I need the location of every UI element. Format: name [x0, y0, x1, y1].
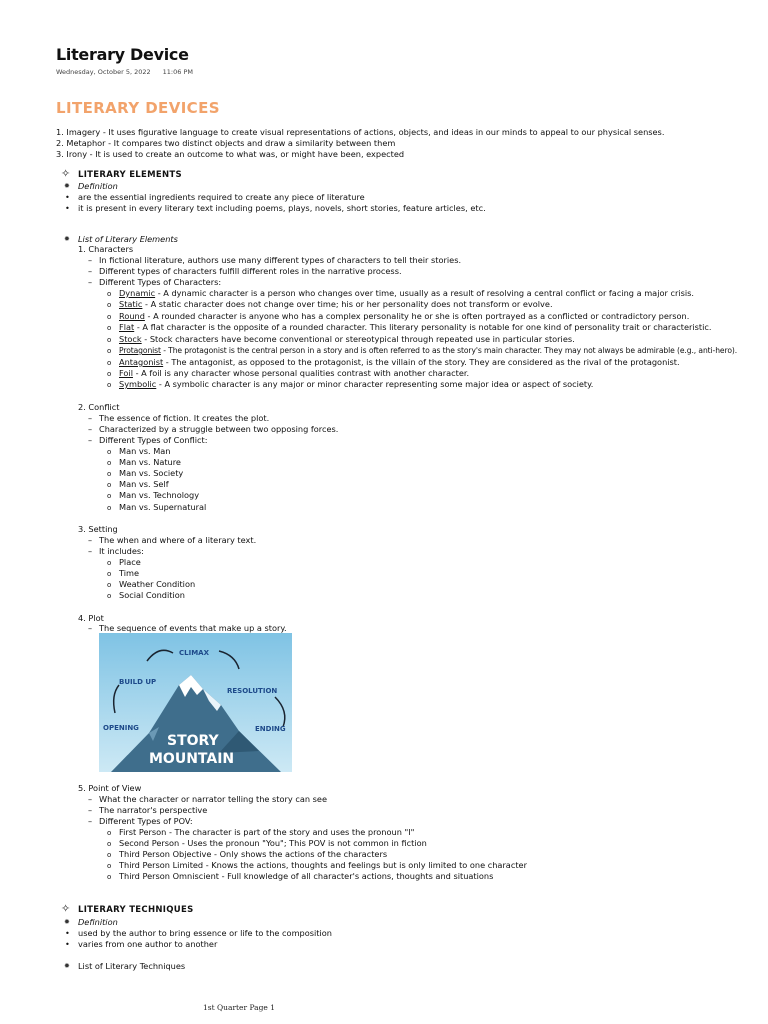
pov-type: Third Person Limited - Knows the actions, thoughts and feelings but is only limited to one character	[119, 860, 527, 870]
conflict-dash-2: Characterized by a struggle between two opposing forces.	[99, 424, 339, 434]
opening-label: OPENING	[103, 724, 139, 732]
character-type: Antagonist - The antagonist, as opposed to the protagonist, is the villain of the story. They are considered as the rival of the protagonist.	[119, 357, 680, 367]
conflict-type: Man vs. Self	[119, 479, 169, 489]
intro-irony: 3. Irony - It is used to create an outcome to what was, or might have been, expected	[56, 149, 405, 159]
story-mountain-image	[99, 633, 292, 772]
star-bullet-icon: ✹	[64, 918, 70, 926]
character-type: Round - A rounded character is anyone who has a complex personality he or she is often portrayed as a conflicted or contradictory person.	[119, 311, 690, 321]
character-type: Symbolic - A symbolic character is any major or minor character representing some major idea or aspect of society.	[119, 379, 594, 389]
characters-label: 1. Characters	[78, 244, 134, 254]
characters-dash-3: Different Types of Characters:	[99, 277, 222, 287]
techniques-list-label: List of Literary Techniques	[78, 961, 186, 971]
circle-bullet-icon	[107, 502, 111, 514]
ending-label: ENDING	[255, 725, 286, 733]
setting-type: Time	[119, 568, 140, 578]
pov-type: First Person - The character is part of the story and uses the pronoun "I"	[119, 827, 415, 837]
climax-label: CLIMAX	[179, 649, 209, 657]
conflict-label: 2. Conflict	[78, 402, 120, 412]
dash-icon	[88, 255, 92, 266]
setting-type: Weather Condition	[119, 579, 196, 589]
dash-icon	[88, 623, 92, 634]
dash-icon	[88, 413, 92, 424]
circle-bullet-icon	[107, 299, 111, 311]
dash-icon	[88, 816, 92, 827]
circle-bullet-icon	[107, 322, 111, 334]
circle-bullet-icon	[107, 590, 111, 602]
story-label: STORY	[167, 733, 219, 749]
conflict-dash-1: The essence of fiction. It creates the plot.	[99, 413, 270, 423]
intro-imagery: 1. Imagery - It uses figurative language to create visual representations of actions, objects, and ideas in our minds to appeal to our physical senses.	[56, 127, 665, 137]
setting-label: 3. Setting	[78, 524, 118, 534]
star-bullet-icon: ✹	[64, 182, 70, 190]
page-time: 11:06 PM	[162, 68, 193, 76]
diamond-icon: ✧	[61, 167, 71, 180]
conflict-type: Man vs. Supernatural	[119, 502, 207, 512]
circle-bullet-icon	[107, 490, 111, 502]
circle-bullet-icon	[107, 379, 111, 391]
dash-icon	[88, 266, 92, 277]
build-up-label: BUILD UP	[119, 678, 157, 686]
section-heading: LITERARY DEVICES	[56, 99, 220, 117]
circle-bullet-icon	[107, 871, 111, 883]
page-timestamp	[56, 68, 193, 76]
dash-icon	[88, 794, 92, 805]
bullet-icon	[65, 192, 70, 203]
conflict-type: Man vs. Man	[119, 446, 171, 456]
techniques-definition-label: Definition	[78, 917, 118, 927]
techniques-definition-2: varies from one author to another	[78, 939, 218, 949]
characters-dash-1: In fictional literature, authors use many different types of characters to tell their stories.	[99, 255, 462, 265]
elements-definition-1: are the essential ingredients required to create any piece of literature	[78, 192, 365, 202]
elements-definition-label: Definition	[78, 181, 118, 191]
pov-dash-1: What the character or narrator telling the story can see	[99, 794, 327, 804]
character-type: Static - A static character does not change over time; his or her personality does not transform or evolve.	[119, 299, 553, 309]
conflict-dash-3: Different Types of Conflict:	[99, 435, 208, 445]
conflict-type: Man vs. Society	[119, 468, 184, 478]
circle-bullet-icon	[107, 345, 111, 357]
setting-type: Social Condition	[119, 590, 185, 600]
techniques-definition-1: used by the author to bring essence or life to the composition	[78, 928, 332, 938]
conflict-type: Man vs. Technology	[119, 490, 200, 500]
character-type: Protagonist - The protagonist is the central person in a story and is often referred to as the story's main character. They may not always be admirable (e.g., anti-hero).	[119, 346, 738, 355]
mountain-label: MOUNTAIN	[149, 751, 235, 767]
star-bullet-icon: ✹	[64, 235, 70, 243]
elements-list-label: List of Literary Elements	[78, 234, 178, 244]
dash-icon	[88, 535, 92, 546]
literary-techniques-title: LITERARY TECHNIQUES	[78, 905, 194, 915]
diamond-icon: ✧	[61, 902, 71, 915]
pov-label: 5. Point of View	[78, 783, 142, 793]
character-type: Stock - Stock characters have become conventional or stereotypical through repeated use in particular stories.	[119, 334, 575, 344]
plot-label: 4. Plot	[78, 613, 104, 623]
character-type: Flat - A flat character is the opposite of a rounded character. This literary personality is notable for one kind of personality trait or characteristic.	[119, 322, 712, 332]
pov-dash-2: The narrator's perspective	[99, 805, 208, 815]
characters-dash-2: Different types of characters fulfill different roles in the narrative process.	[99, 266, 402, 276]
pov-type: Third Person Omniscient - Full knowledge of all character's actions, thoughts and situations	[119, 871, 494, 881]
page-title: Literary Device	[56, 45, 189, 64]
elements-definition-2: it is present in every literary text including poems, plays, novels, short stories, feature articles, etc.	[78, 203, 486, 213]
bullet-icon	[65, 939, 70, 950]
dash-icon	[88, 435, 92, 446]
plot-dash-1: The sequence of events that make up a story.	[99, 623, 287, 633]
setting-dash-2: It includes:	[99, 546, 144, 556]
conflict-type: Man vs. Nature	[119, 457, 181, 467]
star-bullet-icon: ✹	[64, 962, 70, 970]
page-date: Wednesday, October 5, 2022	[56, 68, 151, 76]
setting-type: Place	[119, 557, 141, 567]
character-type: Foil - A foil is any character whose personal qualities contrast with another character.	[119, 368, 470, 378]
bullet-icon	[65, 928, 70, 939]
dash-icon	[88, 424, 92, 435]
resolution-label: RESOLUTION	[227, 687, 278, 695]
intro-metaphor: 2. Metaphor - It compares two distinct objects and draw a similarity between them	[56, 138, 396, 148]
literary-elements-title: LITERARY ELEMENTS	[78, 170, 182, 180]
page-footer: 1st Quarter Page 1	[202, 1003, 276, 1012]
dash-icon	[88, 277, 92, 288]
pov-dash-3: Different Types of POV:	[99, 816, 193, 826]
bullet-icon	[65, 203, 70, 214]
character-type: Dynamic - A dynamic character is a person who changes over time, usually as a result of resolving a central conflict or facing a major crisis.	[119, 288, 695, 298]
setting-dash-1: The when and where of a literary text.	[99, 535, 257, 545]
dash-icon	[88, 546, 92, 557]
pov-type: Second Person - Uses the pronoun "You"; This POV is not common in fiction	[119, 838, 427, 848]
dash-icon	[88, 805, 92, 816]
pov-type: Third Person Objective - Only shows the actions of the characters	[119, 849, 388, 859]
